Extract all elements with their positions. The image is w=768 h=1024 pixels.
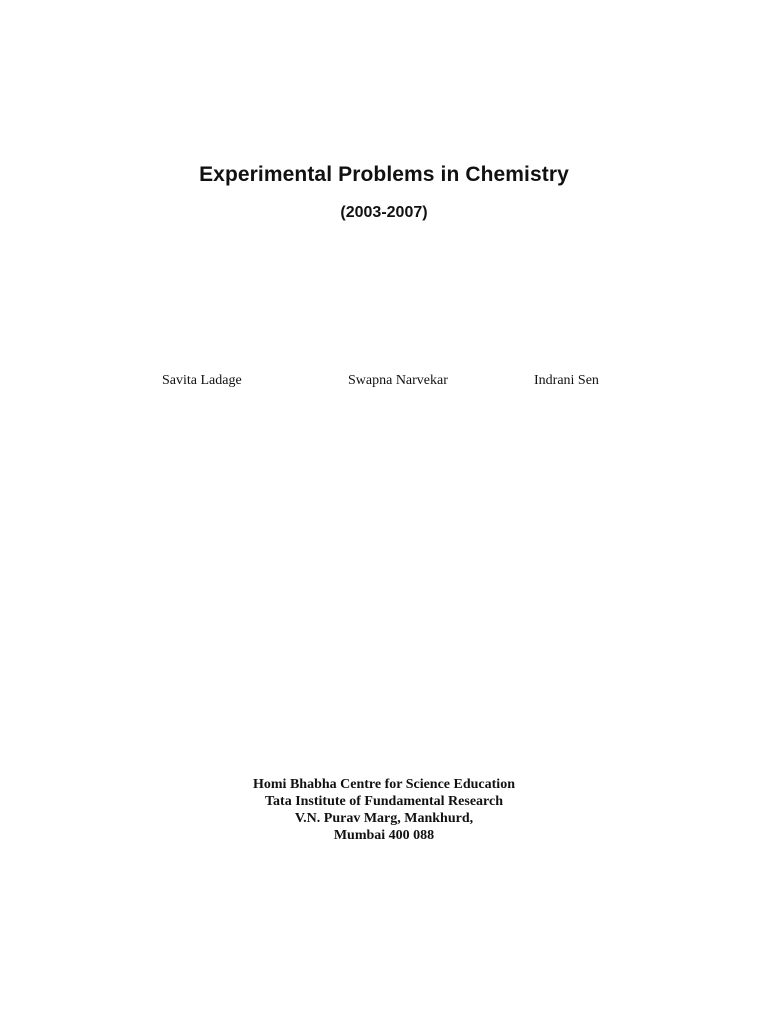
author-name: Indrani Sen (534, 373, 599, 388)
document-subtitle-years: (2003-2007) (340, 204, 428, 221)
document-title: Experimental Problems in Chemistry (199, 163, 569, 186)
address-line: Homi Bhabha Centre for Science Education (253, 777, 515, 792)
author-name: Swapna Narvekar (348, 373, 448, 388)
institution-address (0, 776, 768, 844)
author-name: Savita Ladage (162, 373, 242, 388)
address-line: Mumbai 400 088 (333, 828, 435, 843)
address-line: Tata Institute of Fundamental Research (264, 794, 503, 809)
address-line: V.N. Purav Marg, Mankhurd, (294, 811, 474, 826)
